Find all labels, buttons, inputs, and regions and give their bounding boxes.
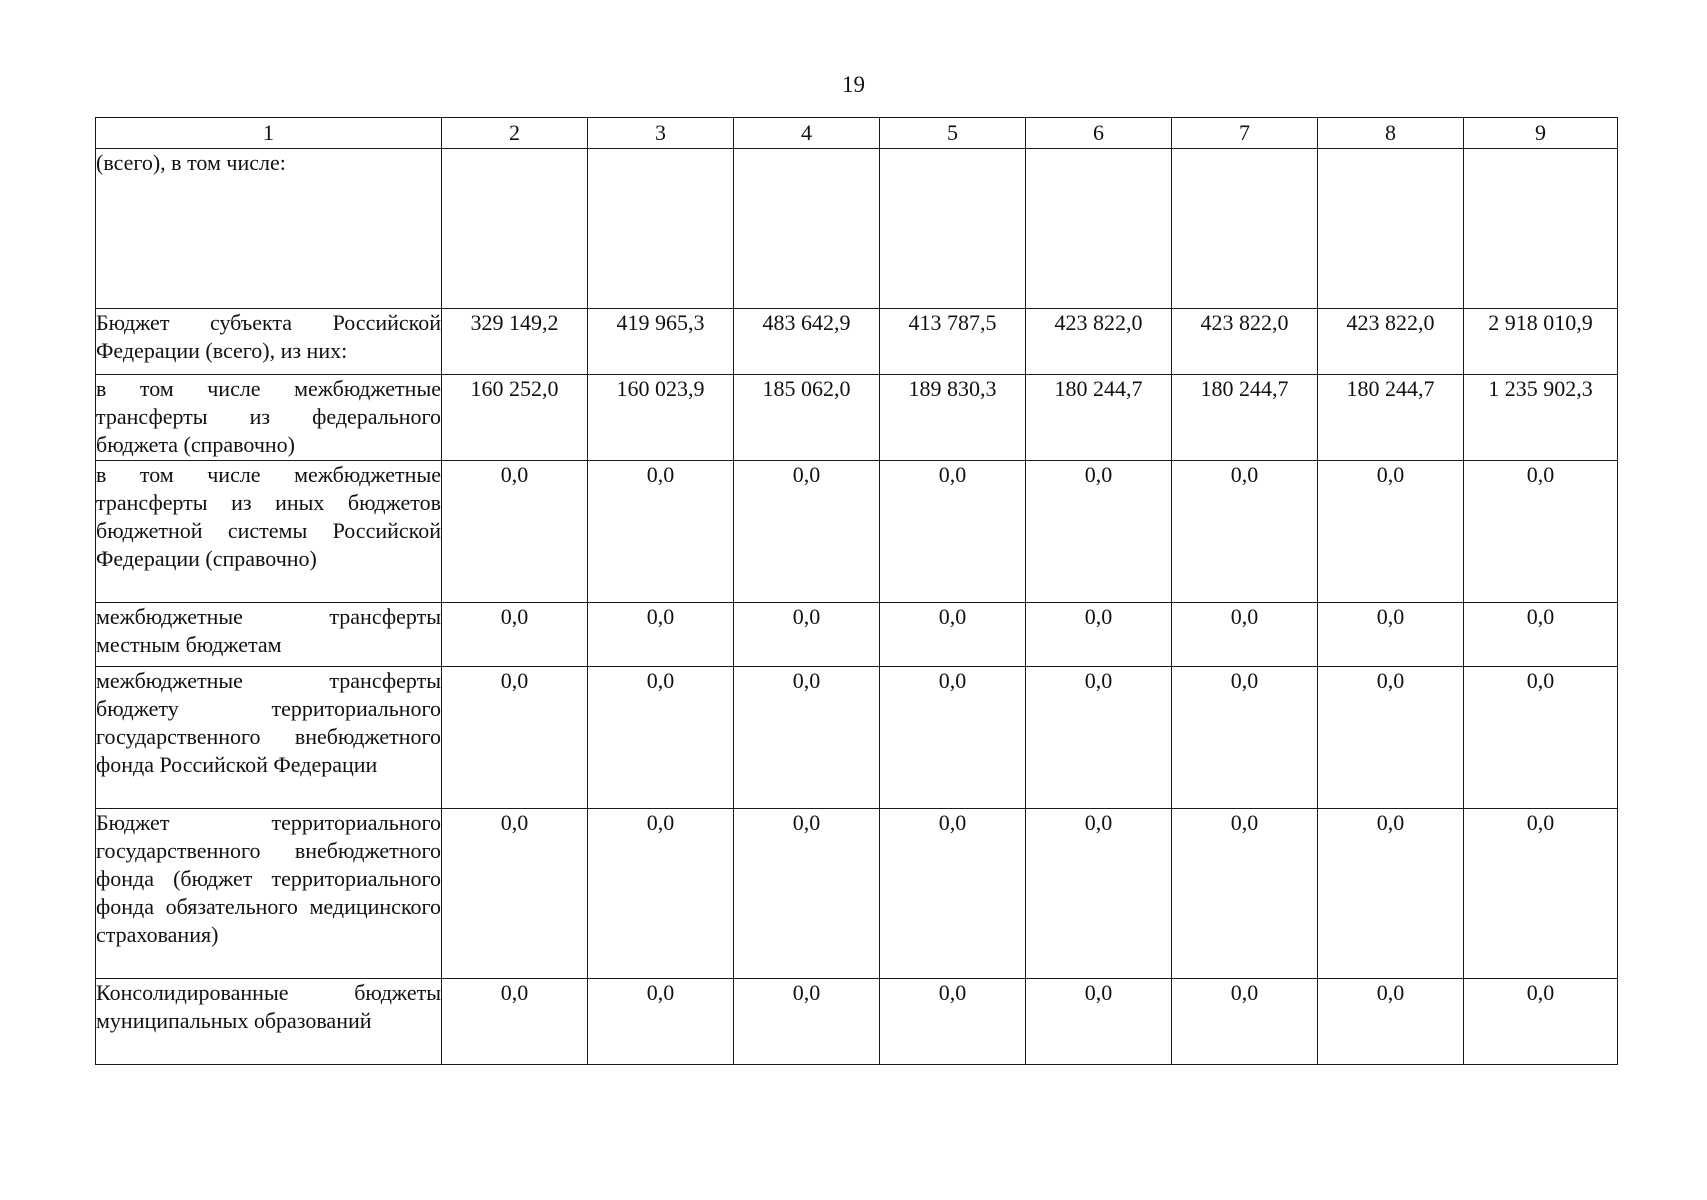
column-header: 3 — [588, 118, 734, 149]
cell-value: 0,0 — [588, 461, 734, 603]
cell-value: 0,0 — [1464, 667, 1618, 809]
cell-value: 0,0 — [1026, 809, 1172, 979]
cell-value: 0,0 — [1172, 461, 1318, 603]
cell-value — [1172, 149, 1318, 309]
column-header: 2 — [442, 118, 588, 149]
cell-value: 423 822,0 — [1172, 309, 1318, 375]
table-row — [96, 667, 1618, 809]
cell-value: 0,0 — [1172, 809, 1318, 979]
cell-value — [442, 149, 588, 309]
cell-value — [734, 149, 880, 309]
cell-value: 0,0 — [1464, 809, 1618, 979]
row-label: межбюджетные трансферты местным бюджетам — [96, 603, 442, 667]
cell-value: 0,0 — [734, 809, 880, 979]
cell-value: 0,0 — [588, 667, 734, 809]
cell-value — [588, 149, 734, 309]
table-row — [96, 309, 1618, 375]
cell-value: 0,0 — [1464, 979, 1618, 1065]
cell-value: 0,0 — [588, 809, 734, 979]
cell-value: 1 235 902,3 — [1464, 375, 1618, 461]
cell-value: 0,0 — [442, 979, 588, 1065]
cell-value: 419 965,3 — [588, 309, 734, 375]
cell-value: 413 787,5 — [880, 309, 1026, 375]
column-header: 7 — [1172, 118, 1318, 149]
cell-value: 160 252,0 — [442, 375, 588, 461]
cell-value: 0,0 — [734, 979, 880, 1065]
row-label: в том числе межбюджетные трансферты из федерального бюджета (справочно) — [96, 375, 442, 461]
column-header: 1 — [96, 118, 442, 149]
cell-value: 2 918 010,9 — [1464, 309, 1618, 375]
row-label: в том числе межбюджетные трансферты из иных бюджетов бюджетной системы Российской Федерации (справочно) — [96, 461, 442, 603]
cell-value — [1318, 149, 1464, 309]
cell-value: 0,0 — [1026, 461, 1172, 603]
cell-value: 180 244,7 — [1318, 375, 1464, 461]
cell-value: 0,0 — [1026, 667, 1172, 809]
cell-value: 160 023,9 — [588, 375, 734, 461]
cell-value: 0,0 — [1026, 603, 1172, 667]
cell-value: 0,0 — [1172, 603, 1318, 667]
cell-value: 0,0 — [1464, 461, 1618, 603]
column-header: 5 — [880, 118, 1026, 149]
row-label: Бюджет субъекта Российской Федерации (всего), из них: — [96, 309, 442, 375]
row-label: межбюджетные трансферты бюджету территориального государственного внебюджетного фонда Российской Федерации — [96, 667, 442, 809]
row-label: (всего), в том числе: — [96, 149, 442, 309]
cell-value: 0,0 — [1172, 667, 1318, 809]
cell-value: 180 244,7 — [1026, 375, 1172, 461]
cell-value: 0,0 — [880, 979, 1026, 1065]
page-number: 19 — [842, 72, 865, 97]
cell-value: 0,0 — [880, 461, 1026, 603]
cell-value — [880, 149, 1026, 309]
cell-value: 0,0 — [442, 461, 588, 603]
cell-value: 329 149,2 — [442, 309, 588, 375]
budget-table — [95, 117, 1618, 1065]
cell-value: 0,0 — [734, 603, 880, 667]
cell-value: 0,0 — [588, 603, 734, 667]
cell-value: 185 062,0 — [734, 375, 880, 461]
cell-value: 189 830,3 — [880, 375, 1026, 461]
cell-value: 0,0 — [442, 809, 588, 979]
cell-value: 0,0 — [1318, 603, 1464, 667]
table-row — [96, 149, 1618, 309]
cell-value: 0,0 — [880, 603, 1026, 667]
table-row — [96, 809, 1618, 979]
cell-value: 423 822,0 — [1318, 309, 1464, 375]
cell-value — [1464, 149, 1618, 309]
cell-value: 0,0 — [1318, 461, 1464, 603]
column-header: 4 — [734, 118, 880, 149]
cell-value: 0,0 — [1318, 809, 1464, 979]
table-row — [96, 979, 1618, 1065]
cell-value: 0,0 — [1026, 979, 1172, 1065]
cell-value — [1026, 149, 1172, 309]
row-label: Бюджет территориального государственного внебюджетного фонда (бюджет территориального фонда обязательного медицинского страхования) — [96, 809, 442, 979]
cell-value: 180 244,7 — [1172, 375, 1318, 461]
column-header: 8 — [1318, 118, 1464, 149]
cell-value: 0,0 — [588, 979, 734, 1065]
column-header: 6 — [1026, 118, 1172, 149]
row-label: Консолидированные бюджеты муниципальных образований — [96, 979, 442, 1065]
cell-value: 483 642,9 — [734, 309, 880, 375]
cell-value: 0,0 — [734, 461, 880, 603]
cell-value: 0,0 — [1172, 979, 1318, 1065]
header-row — [96, 118, 1618, 149]
cell-value: 0,0 — [442, 667, 588, 809]
cell-value: 0,0 — [442, 603, 588, 667]
table-row — [96, 603, 1618, 667]
column-header: 9 — [1464, 118, 1618, 149]
cell-value: 0,0 — [1464, 603, 1618, 667]
cell-value: 0,0 — [1318, 979, 1464, 1065]
table-row — [96, 375, 1618, 461]
cell-value: 0,0 — [1318, 667, 1464, 809]
cell-value: 0,0 — [734, 667, 880, 809]
table-row — [96, 461, 1618, 603]
cell-value: 0,0 — [880, 809, 1026, 979]
cell-value: 0,0 — [880, 667, 1026, 809]
cell-value: 423 822,0 — [1026, 309, 1172, 375]
